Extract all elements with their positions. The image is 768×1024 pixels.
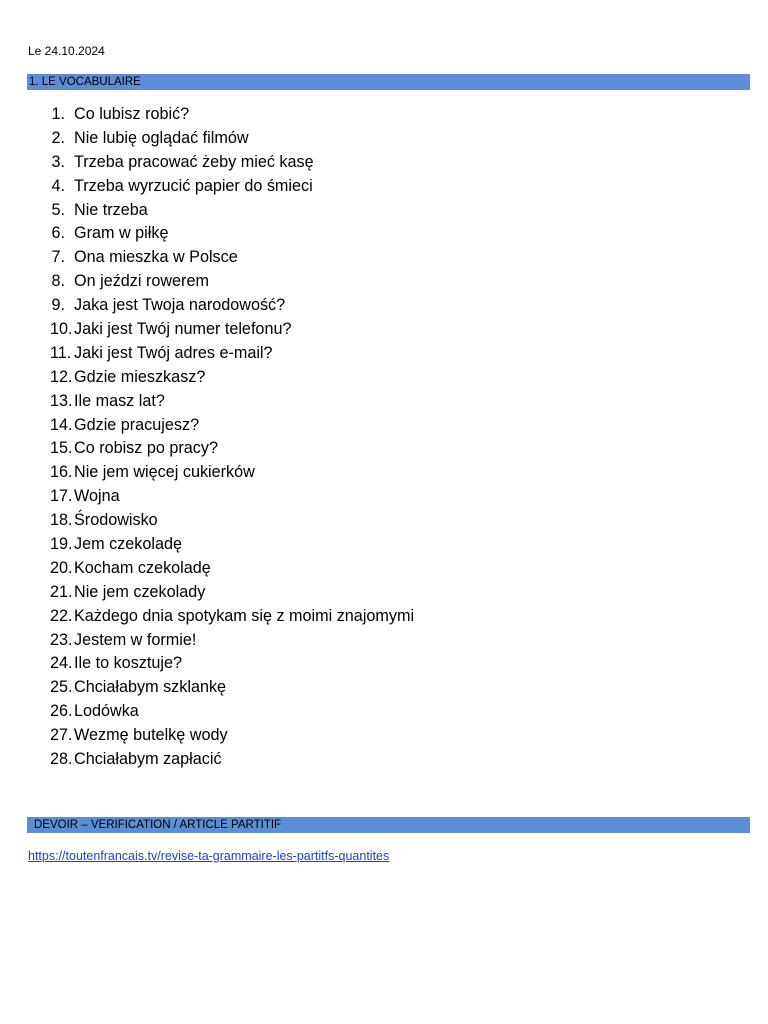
vocabulary-item-text: Gdzie pracujesz? [74,415,200,434]
vocabulary-item-number: 9. [51,296,65,315]
section-header-homework: DEVOIR – VERIFICATION / ARTICLE PARTITIF [27,817,750,833]
vocabulary-item-text: Chciałabym zapłacić [74,750,222,769]
vocabulary-item-text: On jeździ rowerem [74,272,209,291]
vocabulary-item-number: 28. [50,750,73,769]
vocabulary-item-number: 17. [50,487,73,506]
vocabulary-item-text: Trzeba pracować żeby mieć kasę [74,152,314,171]
vocabulary-item-number: 1. [51,105,65,123]
vocabulary-item-text: Ile to kosztuje? [74,654,182,673]
vocabulary-item-text: Wezmę butelkę wody [74,726,228,745]
vocabulary-item-number: 5. [51,200,65,219]
vocabulary-item-number: 23. [50,630,73,649]
vocabulary-item-number: 11. [50,343,72,362]
vocabulary-item-text: Jaki jest Twój adres e-mail? [74,343,273,362]
vocabulary-item-text: Nie jem czekolady [74,582,206,601]
vocabulary-item-number: 2. [51,128,65,147]
vocabulary-item-text: Lodówka [74,702,139,721]
vocabulary-item-text: Wojna [74,487,120,506]
vocabulary-item-number: 3. [51,152,65,171]
vocabulary-item-text: Gram w piłkę [74,224,169,243]
vocabulary-item-number: 27. [50,726,73,745]
vocabulary-item-number: 4. [51,176,65,195]
vocabulary-item-number: 18. [50,511,73,530]
vocabulary-item-number: 14. [50,415,73,434]
vocabulary-item-text: Chciałabym szklankę [74,678,227,697]
vocabulary-item-number: 22. [50,606,73,625]
vocabulary-item-number: 6. [51,224,65,243]
vocabulary-item-text: Jaki jest Twój numer telefonu? [74,320,292,339]
vocabulary-item-text: Nie lubię oglądać filmów [74,128,249,147]
vocabulary-item-text: Każdego dnia spotykam się z moimi znajomymi [74,606,415,625]
vocabulary-item-text: Ona mieszka w Polsce [74,248,238,267]
vocabulary-item-number: 25. [50,678,73,697]
vocabulary-item-number: 12. [50,367,73,386]
vocabulary-item-number: 7. [51,248,65,267]
vocabulary-item-number: 13. [50,391,73,410]
vocabulary-item-number: 21. [50,582,73,601]
vocabulary-item-number: 26. [50,702,73,721]
vocabulary-item-text: Środowisko [74,511,158,530]
homework-link[interactable]: https://toutenfrancais.tv/revise-ta-grammaire-les-partitfs-quantites [28,849,390,863]
vocabulary-item-number: 24. [50,654,73,673]
vocabulary-item-text: Nie trzeba [74,200,148,219]
vocabulary-item-text: Jem czekoladę [74,535,182,554]
vocabulary-item-number: 8. [51,272,65,291]
vocabulary-item-text: Co robisz po pracy? [74,439,218,458]
vocabulary-item-number: 10. [50,320,73,339]
vocabulary-item-number: 15. [50,439,73,458]
vocabulary-item-text: Nie jem więcej cukierków [74,463,255,482]
vocabulary-item-text: Jestem w formie! [74,630,197,649]
vocabulary-item-text: Jaka jest Twoja narodowość? [74,296,286,315]
vocabulary-item-number: 16. [50,463,73,482]
vocabulary-item-text: Trzeba wyrzucić papier do śmieci [74,176,313,195]
vocabulary-item-number: 19. [50,535,73,554]
document-date: Le 24.10.2024 [28,44,105,58]
vocabulary-item-text: Gdzie mieszkasz? [74,367,206,386]
vocabulary-item-number: 20. [50,558,73,577]
vocabulary-item-text: Co lubisz robić? [74,105,190,123]
section-header-vocabulary: 1. LE VOCABULAIRE [27,74,750,90]
vocabulary-item-text: Ile masz lat? [74,391,165,410]
vocabulary-item-text: Kocham czekoladę [74,558,211,577]
